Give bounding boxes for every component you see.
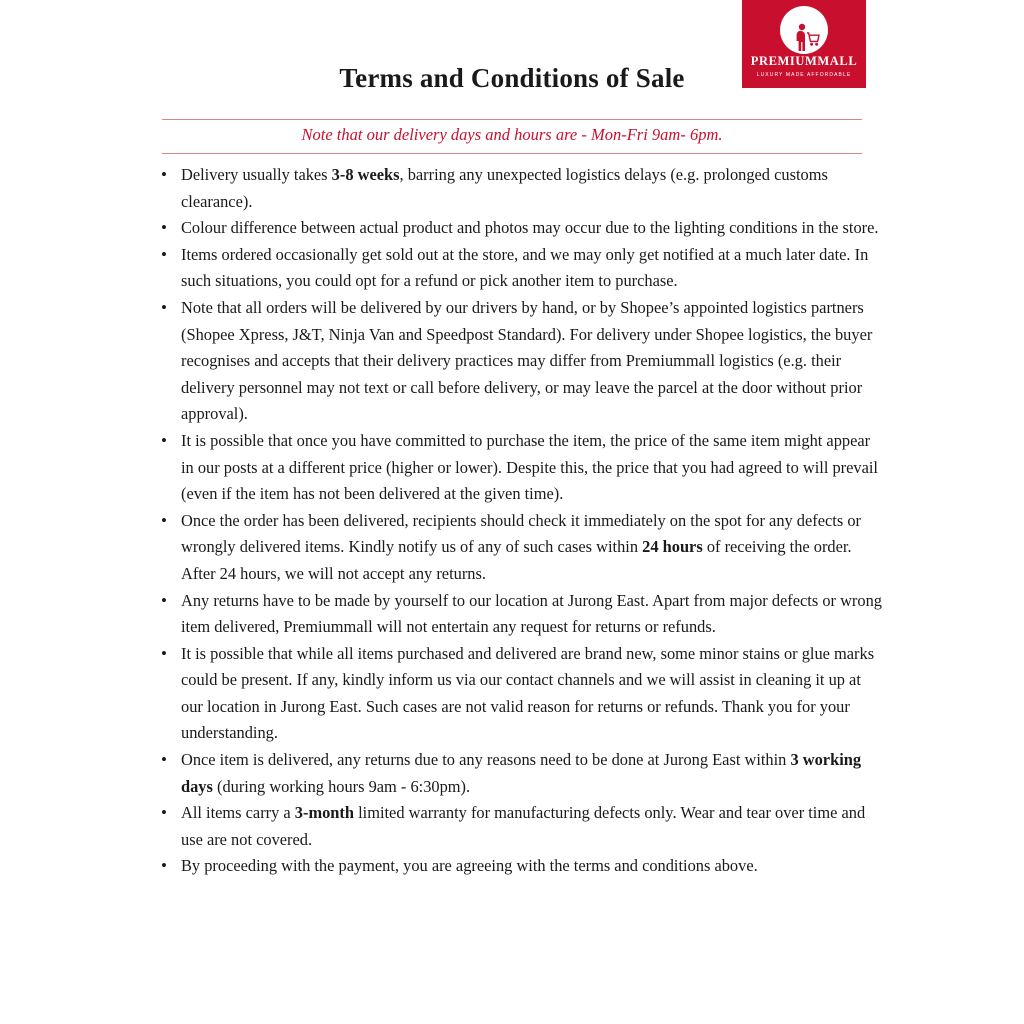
bullet-icon: • bbox=[161, 297, 167, 317]
list-item bbox=[155, 162, 885, 215]
bullet-icon: • bbox=[161, 856, 167, 876]
body-text: limited warranty for manufacturing defects only. Wear and tear over time and use are not covered. bbox=[181, 803, 866, 849]
body-text: Once item is delivered, any returns due to any reasons need to be done at Jurong East within bbox=[181, 750, 791, 770]
body-text: Delivery usually takes bbox=[181, 165, 332, 184]
list-item-text bbox=[181, 428, 885, 508]
list-item-text bbox=[181, 747, 885, 800]
bullet-icon: • bbox=[161, 750, 167, 770]
woman-shopping-cart-icon bbox=[780, 6, 828, 54]
list-item-text bbox=[181, 641, 885, 747]
body-text: It is possible that while all items purchased and delivered are brand new, some minor stains or glue marks could be present. If any, kindly inform us via our contact channels and we will assist in cleaning it up at our location in Jurong East. Such cases are not valid reason for returns or refunds. Thank you for your understanding. bbox=[181, 643, 875, 743]
emphasis-text: 3-8 weeks bbox=[331, 165, 400, 184]
body-text: , barring any unexpected logistics delays (e.g. prolonged customs clearance). bbox=[181, 165, 828, 211]
body-text: It is possible that once you have committed to purchase the item, the price of the same item might appear in our posts at a different price (higher or lower). Despite this, the price that you had agreed to will prevail (even if the item has not been delivered at the given time). bbox=[181, 430, 878, 504]
body-text: By proceeding with the payment, you are agreeing with the terms and conditions above. bbox=[181, 856, 758, 876]
body-text: Once the order has been delivered, recipients should check it immediately on the spot for any defects or wrongly delivered items. Kindly notify us of any of such cases within bbox=[181, 510, 861, 557]
emphasis-text: 3 working days bbox=[181, 750, 862, 796]
body-text: Colour difference between actual product and photos may occur due to the lighting conditions in the store. bbox=[181, 218, 879, 238]
page-title: Terms and Conditions of Sale bbox=[339, 63, 685, 93]
list-item bbox=[155, 853, 885, 880]
divider-bottom bbox=[162, 153, 862, 154]
body-text: Any returns have to be made by yourself to our location at Jurong East. Apart from major defects or wrong item delivered, Premiummall will not entertain any request for returns or refunds. bbox=[181, 590, 882, 637]
list-item bbox=[155, 747, 885, 800]
emphasis-text: 24 hours bbox=[642, 537, 703, 557]
list-item bbox=[155, 428, 885, 508]
body-text: of receiving the order. After 24 hours, we will not accept any returns. bbox=[181, 537, 852, 583]
list-item-text bbox=[181, 162, 885, 215]
bullet-icon: • bbox=[161, 510, 167, 530]
bullet-icon: • bbox=[161, 218, 167, 238]
list-item bbox=[155, 800, 885, 853]
list-item bbox=[155, 641, 885, 747]
emphasis-text: 3-month bbox=[294, 803, 354, 823]
body-text: All items carry a bbox=[181, 803, 295, 823]
bullet-icon: • bbox=[161, 430, 167, 450]
body-text: Note that all orders will be delivered by our drivers by hand, or by Shopee’s appointed logistics partners (Shopee Xpress, J&T, Ninja Van and Speedpost Standard). For delivery under Shopee logistics, the buyer recognises and accepts that their delivery practices may differ from Premiummall logistics (e.g. their delivery personnel may not text or call before delivery, or may leave the parcel at the door without prior approval). bbox=[181, 297, 873, 424]
list-item bbox=[155, 215, 885, 242]
logo-brand-text: PREMIUMMALL bbox=[750, 54, 858, 68]
terms-list bbox=[155, 162, 885, 880]
list-item bbox=[155, 242, 885, 295]
body-text: (during working hours 9am - 6:30pm). bbox=[212, 776, 471, 796]
logo-tagline-text: LUXURY MADE AFFORDABLE bbox=[756, 72, 852, 78]
delivery-hours-note: Note that our delivery days and hours are - Mon-Fri 9am- 6pm. bbox=[301, 125, 723, 144]
list-item bbox=[155, 508, 885, 588]
list-item-text bbox=[181, 588, 885, 641]
divider-top bbox=[162, 119, 862, 120]
list-item-text bbox=[181, 242, 885, 295]
bullet-icon: • bbox=[161, 244, 167, 264]
bullet-icon: • bbox=[161, 803, 167, 823]
list-item bbox=[155, 295, 885, 428]
list-item bbox=[155, 588, 885, 641]
list-item-text bbox=[181, 295, 885, 428]
bullet-icon: • bbox=[161, 643, 167, 663]
bullet-icon: • bbox=[161, 165, 167, 184]
list-item-text bbox=[181, 508, 885, 588]
body-text: Items ordered occasionally get sold out at the store, and we may only get notified at a much later date. In such situations, you could opt for a refund or pick another item to purchase. bbox=[181, 244, 869, 291]
list-item-text bbox=[181, 800, 885, 853]
list-item-text bbox=[181, 853, 885, 880]
list-item-text bbox=[181, 215, 885, 242]
bullet-icon: • bbox=[161, 590, 167, 610]
